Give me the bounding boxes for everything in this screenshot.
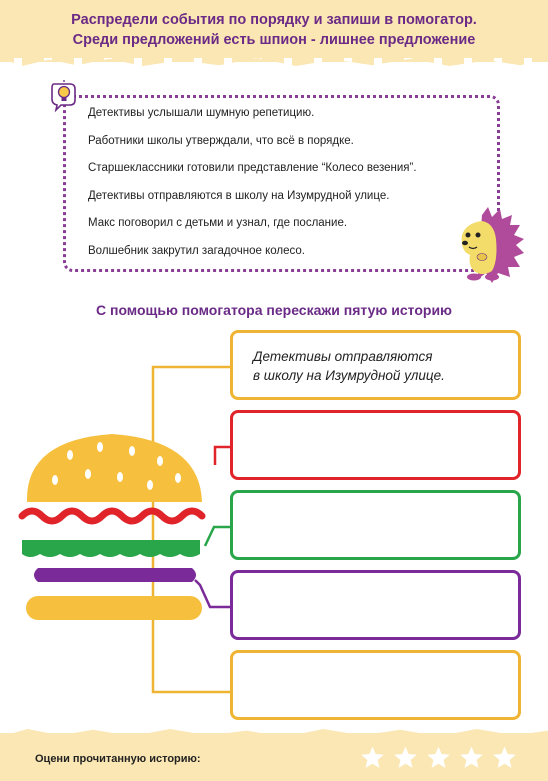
retell-card-1[interactable] — [230, 330, 521, 400]
title-line-2: Среди предложений есть шпион - лишнее предложение — [72, 32, 476, 48]
retell-card-text-line-2: в школу на Изумрудной улице. — [253, 368, 445, 383]
star-icon[interactable] — [393, 745, 418, 770]
star-icon[interactable] — [426, 745, 451, 770]
rate-label: Оцени прочитанную историю: — [35, 753, 201, 765]
retell-card-text-line-1: Детективы отправляются — [253, 349, 433, 364]
star-icon[interactable] — [459, 745, 484, 770]
star-icon[interactable] — [360, 745, 385, 770]
retell-card-3[interactable] — [230, 490, 521, 560]
section-subtitle: С помощью помогатора перескажи пятую историю — [95, 302, 452, 318]
event-item: Старшеклассники готовили представление “Колесо везения”. — [88, 162, 417, 174]
event-item: Работники школы утверждали, что всё в порядке. — [88, 134, 354, 147]
event-item: Детективы услышали шумную репетицию. — [88, 107, 315, 119]
star-icon[interactable] — [492, 745, 517, 770]
lightbulb-icon — [48, 78, 84, 114]
hedgehog-illustration — [452, 205, 528, 285]
retell-card-4[interactable] — [230, 570, 521, 640]
rating-stars — [360, 745, 517, 770]
retell-card-text — [253, 347, 445, 385]
retell-card-2[interactable] — [230, 410, 521, 480]
title-line-1: Распредели события по порядку и запиши в помогатор. — [71, 12, 477, 28]
event-item: Волшебник закрутил загадочное колесо. — [88, 244, 305, 257]
page-title — [0, 10, 548, 50]
retell-card-5[interactable] — [230, 650, 521, 720]
event-item: Макс поговорил с детьми и узнал, где послание. — [88, 217, 348, 229]
event-item: Детективы отправляются в школу на Изумрудной улице. — [88, 189, 390, 202]
events-list — [88, 107, 488, 272]
